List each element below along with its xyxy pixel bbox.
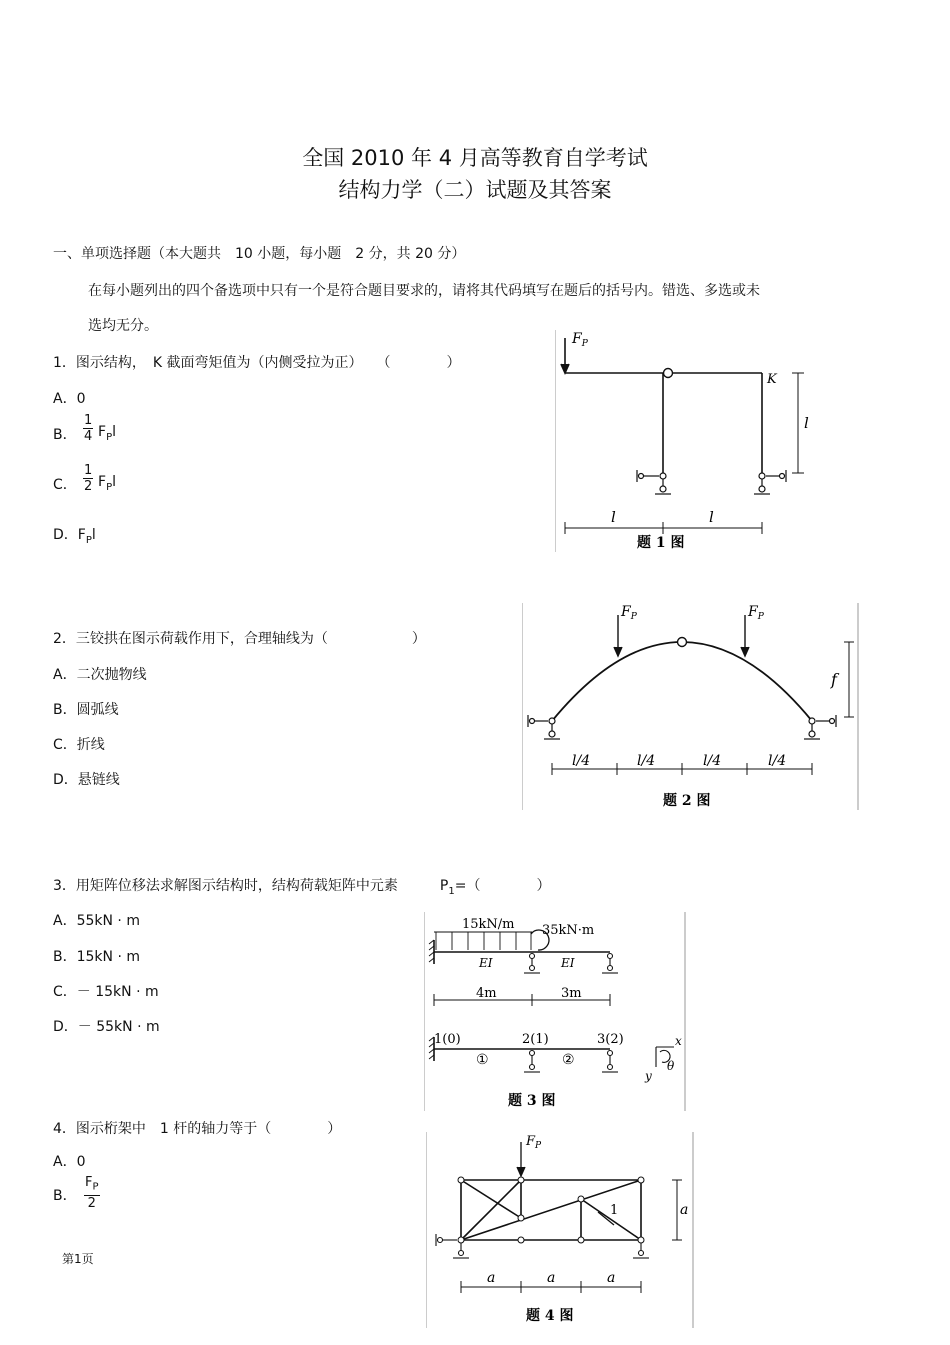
fig4-caption: 题 4 图 xyxy=(526,1308,574,1324)
instruction-line2: 选均无分。 xyxy=(88,318,158,334)
fig1-k-label: K xyxy=(767,372,777,387)
fig4-span2-label: a xyxy=(547,1270,556,1286)
figure-4-truss-diagram xyxy=(426,1132,694,1328)
fig2-load2-label: $F_P$ xyxy=(748,604,764,622)
fig4-span3-label: a xyxy=(607,1270,616,1286)
section-heading: 一、单项选择题（本大题共 10 小题，每小题 2 分，共 20 分） xyxy=(53,246,466,262)
fig4-member-label: 1 xyxy=(610,1203,619,1218)
fig2-load1-label: $F_P$ xyxy=(621,604,637,622)
q1-option-c-prefix: C． xyxy=(53,477,77,493)
q3-option-d: D．－ 55kN · m xyxy=(53,1019,160,1035)
fig3-dist-load: 15kN/m xyxy=(462,917,515,932)
q1-option-d xyxy=(53,524,96,546)
q3-option-a: A．55kN · m xyxy=(53,913,140,929)
fig3-node3: 3(2) xyxy=(597,1032,624,1047)
fig3-ei1: EI xyxy=(479,956,493,970)
q3-option-b: B．15kN · m xyxy=(53,949,140,965)
q4-stem: 4．图示桁架中 1 杆的轴力等于（ ） xyxy=(53,1121,342,1137)
q4-option-a: A．0 xyxy=(53,1154,86,1170)
fraction-numerator: 1 xyxy=(84,463,93,478)
fraction-denominator: 2 xyxy=(87,1195,96,1211)
fig4-load-label: $F_P$ xyxy=(526,1134,542,1151)
fig1-span1-label: l xyxy=(611,508,616,526)
fig1-height-label: l xyxy=(804,414,809,432)
q4-option-b-fraction xyxy=(84,1175,100,1211)
figure-3-beam-diagram xyxy=(424,912,686,1111)
doc-title-line1: 全国 2010 年 4 月高等教育自学考试 xyxy=(302,146,648,170)
q1-option-a: A．0 xyxy=(53,391,86,407)
figure-1-frame-diagram xyxy=(555,330,817,552)
q2-option-b: B．圆弧线 xyxy=(53,702,119,718)
fig3-caption: 题 3 图 xyxy=(508,1093,556,1109)
fig3-elem1: ① xyxy=(476,1052,489,1068)
instruction-line1: 在每小题列出的四个备选项中只有一个是符合题目要求的，请将其代码填写在题后的括号内。错选、多选或未 xyxy=(88,283,760,299)
fig3-len1: 4m xyxy=(476,986,497,1001)
fig1-load-label: $F_P$ xyxy=(572,331,588,349)
q3-stem-tail: =（ ） xyxy=(454,878,551,894)
fig4-height-label: a xyxy=(680,1202,689,1218)
fig2-span3-label: l/4 xyxy=(703,753,722,769)
term-tail: l xyxy=(112,474,116,490)
q1-option-c-term xyxy=(98,474,116,493)
term-symbol: F xyxy=(98,424,107,440)
term-tail: l xyxy=(91,527,96,543)
numerator-sub: P xyxy=(92,1181,99,1193)
q1-option-b-fraction xyxy=(83,413,93,444)
q4-option-b-prefix: B． xyxy=(53,1188,77,1204)
fig1-span2-label: l xyxy=(709,508,714,526)
fraction-numerator xyxy=(84,1175,100,1196)
term-tail: l xyxy=(112,424,116,440)
term-symbol: D．F xyxy=(53,527,86,543)
doc-title-line2: 结构力学（二）试题及其答案 xyxy=(338,178,612,202)
q2-option-a: A．二次抛物线 xyxy=(53,667,147,683)
fig3-axis-theta: θ xyxy=(667,1059,675,1073)
fig3-moment: 35kN·m xyxy=(542,923,595,938)
q3-stem-sub: 1 xyxy=(448,885,455,897)
fig2-span1-label: l/4 xyxy=(572,753,591,769)
fig2-span2-label: l/4 xyxy=(637,753,656,769)
q2-option-c: C．折线 xyxy=(53,737,105,753)
fig2-span4-label: l/4 xyxy=(768,753,787,769)
fig3-axis-x: x xyxy=(675,1034,682,1048)
term-sub: P xyxy=(85,534,92,546)
q3-option-c: C．－ 15kN · m xyxy=(53,984,159,1000)
q2-stem: 2．三铰拱在图示荷载作用下，合理轴线为（ ） xyxy=(53,631,426,647)
term-sub: P xyxy=(106,481,113,493)
q1-stem: 1．图示结构， K 截面弯矩值为（内侧受拉为正） （ ） xyxy=(53,355,461,371)
page-number: 第1页 xyxy=(62,1252,94,1266)
q3-stem xyxy=(53,875,550,897)
fig1-caption: 题 1 图 xyxy=(637,535,685,551)
fig3-elem2: ② xyxy=(562,1052,575,1068)
fig2-rise-label: f xyxy=(831,670,837,689)
fraction-denominator: 2 xyxy=(84,479,93,494)
fig3-node2: 2(1) xyxy=(522,1032,549,1047)
q1-option-b-prefix: B． xyxy=(53,427,77,443)
q2-option-d: D．悬链线 xyxy=(53,772,120,788)
fig3-ei2: EI xyxy=(561,956,575,970)
q3-stem-text: 3．用矩阵位移法求解图示结构时，结构荷载矩阵中元素 P xyxy=(53,878,449,894)
numerator-symbol: F xyxy=(85,1175,93,1190)
figure-2-arch-diagram xyxy=(522,603,859,810)
term-sub: P xyxy=(106,431,113,443)
fig3-len2: 3m xyxy=(561,986,582,1001)
fig3-node1: 1(0) xyxy=(434,1032,461,1047)
fig3-axis-y: y xyxy=(645,1069,652,1083)
fraction-denominator: 4 xyxy=(84,429,93,444)
fig2-caption: 题 2 图 xyxy=(663,793,711,809)
term-symbol: F xyxy=(98,474,107,490)
q1-option-b-term xyxy=(98,424,116,443)
fig4-span1-label: a xyxy=(487,1270,496,1286)
q1-option-c-fraction xyxy=(83,463,93,494)
fraction-numerator: 1 xyxy=(84,413,93,428)
